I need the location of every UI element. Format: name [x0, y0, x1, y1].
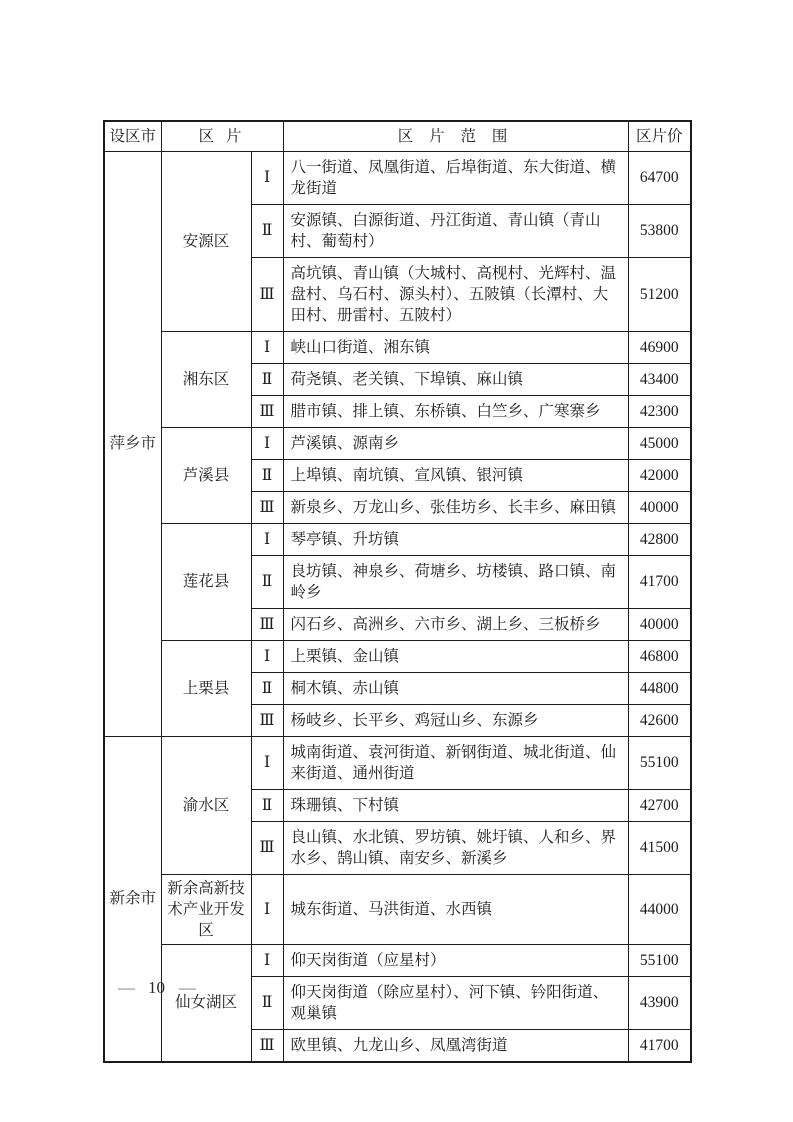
district-cell: 渝水区	[161, 736, 251, 874]
header-city: 设区市	[104, 121, 161, 151]
zone-price-cell: 55100	[628, 944, 691, 976]
zone-level-cell: Ⅰ	[251, 944, 283, 976]
table-row	[104, 151, 691, 204]
zone-price-cell: 42600	[628, 704, 691, 736]
table-row	[104, 736, 691, 789]
zone-scope-cell: 上埠镇、南坑镇、宣风镇、银河镇	[283, 459, 628, 491]
zone-level-cell: Ⅰ	[251, 331, 283, 363]
district-cell: 新余高新技术产业开发区	[161, 874, 251, 944]
zone-level-cell: Ⅱ	[251, 672, 283, 704]
zone-level-cell: Ⅲ	[251, 1029, 283, 1062]
page-number: 10	[148, 978, 165, 997]
zone-price-cell: 42000	[628, 459, 691, 491]
zone-scope-cell: 桐木镇、赤山镇	[283, 672, 628, 704]
table-row	[104, 427, 691, 459]
zone-price-cell: 45000	[628, 427, 691, 459]
zone-price-cell: 40000	[628, 608, 691, 640]
zone-scope-cell: 仰天岗街道（除应星村）、河下镇、钤阳街道、观巢镇	[283, 976, 628, 1029]
zone-price-cell: 55100	[628, 736, 691, 789]
zone-scope-cell: 安源镇、白源街道、丹江街道、青山镇（青山村、葡萄村）	[283, 204, 628, 257]
table-row	[104, 523, 691, 555]
footer-dash-left: —	[118, 978, 134, 997]
zone-scope-cell: 新泉乡、万龙山乡、张佳坊乡、长丰乡、麻田镇	[283, 491, 628, 523]
zone-level-cell: Ⅱ	[251, 789, 283, 821]
zone-price-cell: 42800	[628, 523, 691, 555]
zone-price-cell: 46900	[628, 331, 691, 363]
header-price: 区片价	[628, 121, 691, 151]
zone-price-cell: 42300	[628, 395, 691, 427]
footer-dash-right: —	[179, 978, 195, 997]
zone-price-cell: 41700	[628, 555, 691, 608]
zone-price-cell: 41500	[628, 821, 691, 874]
zone-level-cell: Ⅲ	[251, 491, 283, 523]
zone-scope-cell: 良坊镇、神泉乡、荷塘乡、坊楼镇、路口镇、南岭乡	[283, 555, 628, 608]
page-footer	[118, 978, 195, 998]
district-cell: 莲花县	[161, 523, 251, 640]
zone-level-cell: Ⅲ	[251, 821, 283, 874]
zone-scope-cell: 仰天岗街道（应星村）	[283, 944, 628, 976]
zone-price-cell: 53800	[628, 204, 691, 257]
table-row	[104, 640, 691, 672]
zone-price-cell: 46800	[628, 640, 691, 672]
zone-scope-cell: 八一街道、凤凰街道、后埠街道、东大街道、横龙街道	[283, 151, 628, 204]
zone-scope-cell: 上栗镇、金山镇	[283, 640, 628, 672]
zone-scope-cell: 城东街道、马洪街道、水西镇	[283, 874, 628, 944]
table-header-row	[104, 121, 691, 151]
zone-level-cell: Ⅱ	[251, 363, 283, 395]
zone-price-cell: 43400	[628, 363, 691, 395]
table-row	[104, 944, 691, 976]
zone-level-cell: Ⅲ	[251, 257, 283, 331]
zone-scope-cell: 城南街道、袁河街道、新钢街道、城北街道、仙来街道、通州街道	[283, 736, 628, 789]
zone-price-cell: 43900	[628, 976, 691, 1029]
zone-price-cell: 40000	[628, 491, 691, 523]
zone-scope-cell: 芦溪镇、源南乡	[283, 427, 628, 459]
district-cell: 上栗县	[161, 640, 251, 736]
table-row	[104, 874, 691, 944]
zone-scope-cell: 腊市镇、排上镇、东桥镇、白竺乡、广寒寨乡	[283, 395, 628, 427]
zone-scope-cell: 高坑镇、青山镇（大城村、高枧村、光辉村、温盘村、乌石村、源头村）、五陂镇（长潭村、大田村、册雷村、五陂村）	[283, 257, 628, 331]
district-cell: 湘东区	[161, 331, 251, 427]
district-cell: 仙女湖区	[161, 944, 251, 1062]
header-scope: 区 片 范 围	[283, 121, 628, 151]
zone-level-cell: Ⅰ	[251, 736, 283, 789]
zone-price-cell: 42700	[628, 789, 691, 821]
zone-level-cell: Ⅱ	[251, 976, 283, 1029]
zone-scope-cell: 珠珊镇、下村镇	[283, 789, 628, 821]
zone-level-cell: Ⅰ	[251, 151, 283, 204]
zone-price-table	[103, 120, 692, 1063]
zone-scope-cell: 良山镇、水北镇、罗坊镇、姚圩镇、人和乡、界水乡、鹄山镇、南安乡、新溪乡	[283, 821, 628, 874]
zone-level-cell: Ⅰ	[251, 427, 283, 459]
zone-level-cell: Ⅱ	[251, 204, 283, 257]
zone-level-cell: Ⅱ	[251, 555, 283, 608]
zone-price-cell: 51200	[628, 257, 691, 331]
zone-level-cell: Ⅰ	[251, 640, 283, 672]
zone-level-cell: Ⅱ	[251, 459, 283, 491]
zone-scope-cell: 峡山口街道、湘东镇	[283, 331, 628, 363]
zone-level-cell: Ⅲ	[251, 608, 283, 640]
zone-level-cell: Ⅲ	[251, 395, 283, 427]
zone-price-cell: 44000	[628, 874, 691, 944]
zone-scope-cell: 杨岐乡、长平乡、鸡冠山乡、东源乡	[283, 704, 628, 736]
district-cell: 安源区	[161, 151, 251, 331]
city-cell: 萍乡市	[104, 151, 161, 736]
zone-scope-cell: 荷尧镇、老关镇、下埠镇、麻山镇	[283, 363, 628, 395]
zone-scope-cell: 琴亭镇、升坊镇	[283, 523, 628, 555]
zone-price-cell: 41700	[628, 1029, 691, 1062]
zone-scope-cell: 欧里镇、九龙山乡、凤凰湾街道	[283, 1029, 628, 1062]
table-row	[104, 331, 691, 363]
zone-price-cell: 44800	[628, 672, 691, 704]
zone-scope-cell: 闪石乡、高洲乡、六市乡、湖上乡、三板桥乡	[283, 608, 628, 640]
zone-level-cell: Ⅲ	[251, 704, 283, 736]
district-cell: 芦溪县	[161, 427, 251, 523]
zone-level-cell: Ⅰ	[251, 874, 283, 944]
zone-price-cell: 64700	[628, 151, 691, 204]
zone-level-cell: Ⅰ	[251, 523, 283, 555]
city-cell: 新余市	[104, 736, 161, 1062]
header-zone: 区 片	[161, 121, 283, 151]
